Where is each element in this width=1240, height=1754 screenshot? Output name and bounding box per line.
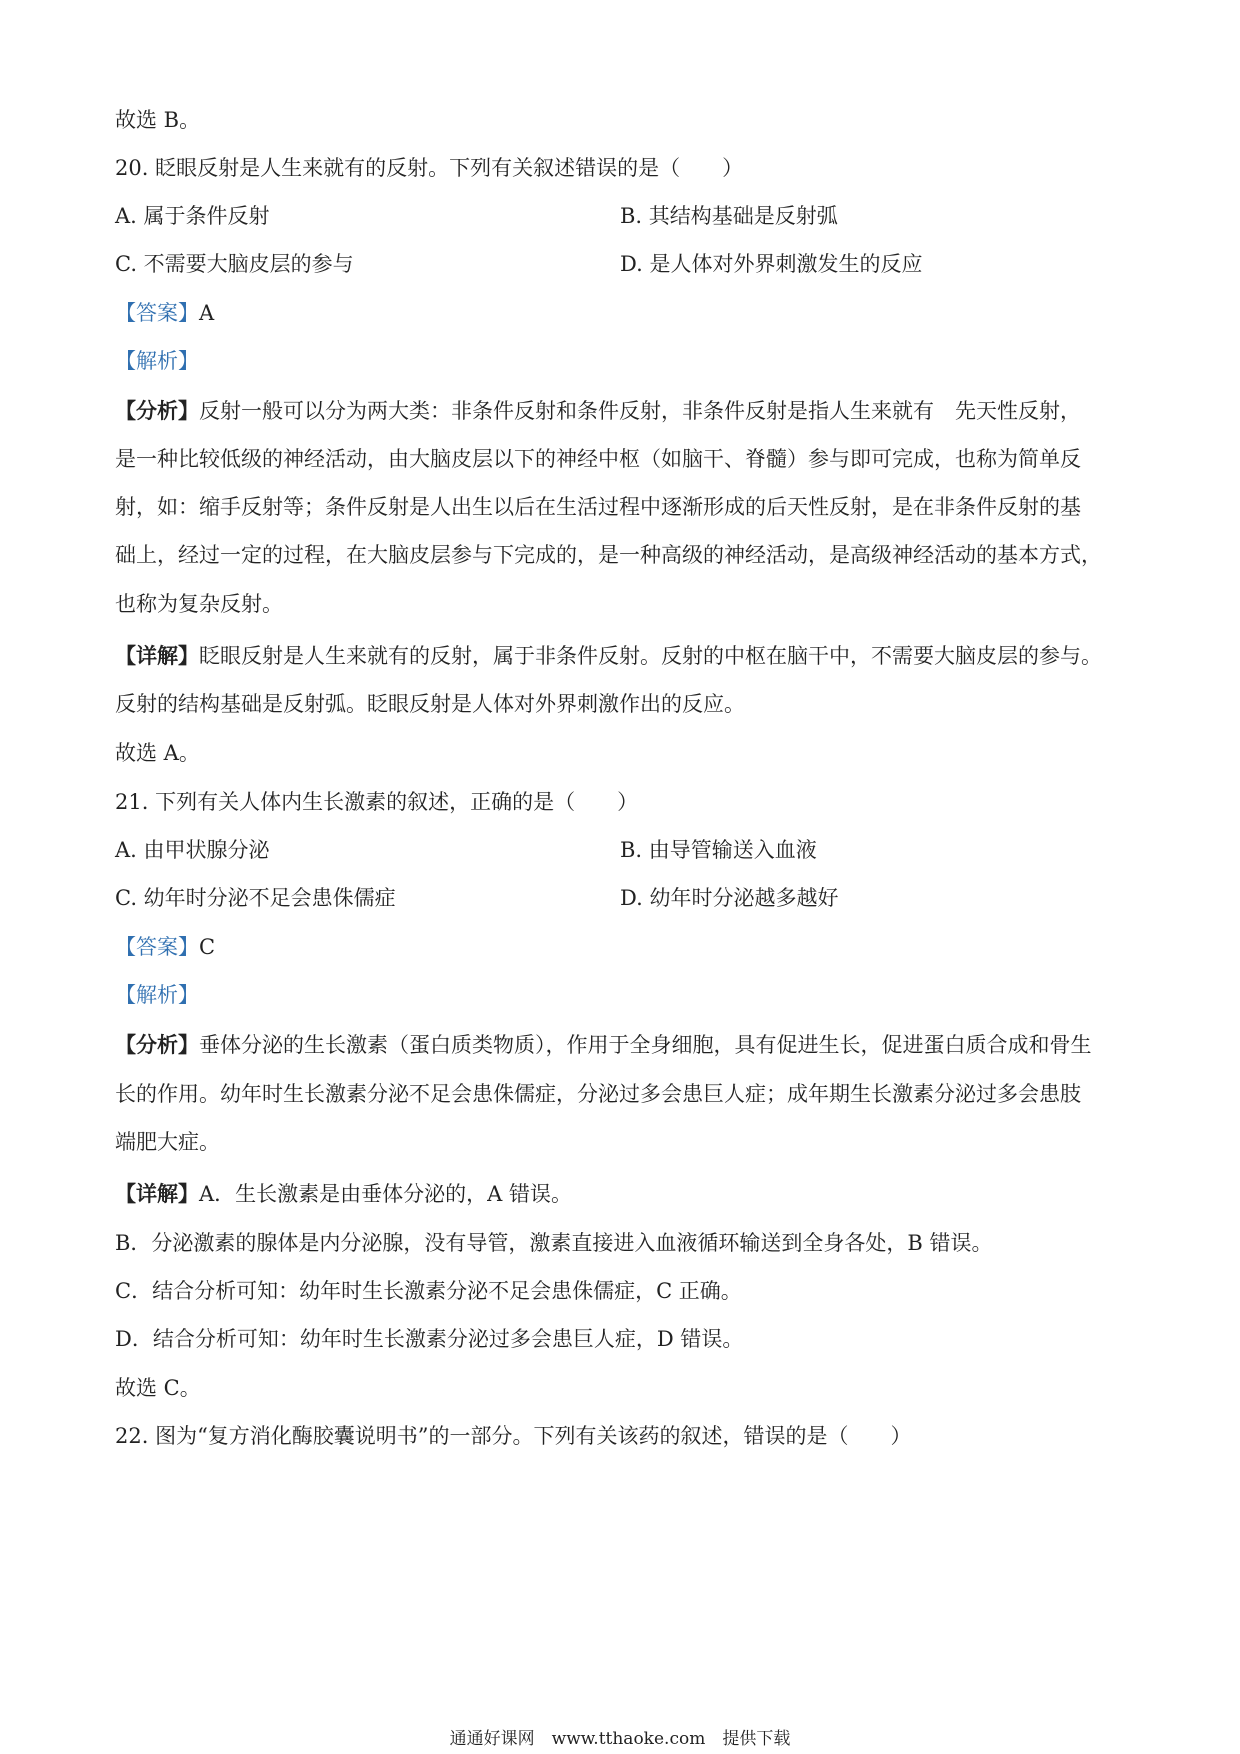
q22-stem: 22. 图为“复方消化酶胶囊说明书”的一部分。下列有关该药的叙述，错误的是（ ）: [115, 1424, 912, 1448]
q21-option-a: A. 由甲状腺分泌: [115, 838, 270, 862]
q20-option-b: B. 其结构基础是反射弧: [620, 204, 838, 228]
xiangjie-tag: 【详解】: [115, 643, 199, 668]
q21-stem: 21. 下列有关人体内生长激素的叙述，正确的是（ ）: [115, 790, 639, 814]
answer-tag: 【答案】: [115, 935, 199, 959]
q20-conclusion: 故选 A。: [115, 741, 200, 765]
q20-analysis-tag: 【解析】: [115, 349, 199, 373]
q21-option-c: C. 幼年时分泌不足会患侏儒症: [115, 886, 396, 910]
xiangjie-tag: 【详解】: [115, 1181, 199, 1206]
q20-xiangjie-line: 反射的结构基础是反射弧。眨眼反射是人体对外界刺激作出的反应。: [115, 692, 745, 716]
answer-value: C: [199, 935, 216, 959]
q20-option-d: D. 是人体对外界刺激发生的反应: [620, 252, 923, 276]
q21-conclusion: 故选 C。: [115, 1376, 201, 1400]
q21-option-b: B. 由导管输送入血液: [620, 838, 817, 862]
q21-xiangjie-line: 【详解】A．生长激素是由垂体分泌的，A 错误。: [115, 1181, 573, 1206]
fenxi-tag: 【分析】: [115, 398, 199, 423]
q20-option-a: A. 属于条件反射: [115, 204, 270, 228]
q21-xiangjie-line: D．结合分析可知：幼年时生长激素分泌过多会患巨人症，D 错误。: [115, 1327, 744, 1351]
q21-analysis-tag: 【解析】: [115, 983, 199, 1007]
q21-xiangjie-line: B．分泌激素的腺体是内分泌腺，没有导管，激素直接进入血液循环输送到全身各处，B 错误。: [115, 1231, 993, 1255]
q20-fenxi-line: 【分析】反射一般可以分为两大类：非条件反射和条件反射，非条件反射是指人生来就有 先天性反射，: [115, 398, 1081, 423]
q21-fenxi-line: 【分析】垂体分泌的生长激素（蛋白质类物质），作用于全身细胞，具有促进生长，促进蛋白质合成和骨生: [115, 1032, 1092, 1057]
q20-fenxi-line: 是一种比较低级的神经活动，由大脑皮层以下的神经中枢（如脑干、脊髓）参与即可完成，也称为简单反: [115, 447, 1081, 471]
q21-answer: [115, 933, 215, 961]
fenxi-tag: 【分析】: [115, 1032, 199, 1057]
page-footer: 通通好课网 www.tthaoke.com 提供下载: [449, 1729, 791, 1749]
q20-xiangjie-line: 【详解】眨眼反射是人生来就有的反射，属于非条件反射。反射的中枢在脑干中，不需要大脑皮层的参与。: [115, 643, 1102, 668]
q20-answer: [115, 299, 214, 327]
q21-fenxi-line: 长的作用。幼年时生长激素分泌不足会患侏儒症，分泌过多会患巨人症；成年期生长激素分泌过多会患肢: [115, 1082, 1081, 1106]
q21-xiangjie-line: C．结合分析可知：幼年时生长激素分泌不足会患侏儒症，C 正确。: [115, 1279, 742, 1303]
q20-fenxi-line: 射，如：缩手反射等；条件反射是人出生以后在生活过程中逐渐形成的后天性反射，是在非条件反射的基: [115, 495, 1081, 519]
q21-fenxi-line: 端肥大症。: [115, 1130, 220, 1154]
q20-fenxi-line: 也称为复杂反射。: [115, 592, 283, 616]
q21-option-d: D. 幼年时分泌越多越好: [620, 886, 839, 910]
q20-option-c: C. 不需要大脑皮层的参与: [115, 252, 354, 276]
answer-tag: 【答案】: [115, 301, 199, 325]
q20-stem: 20. 眨眼反射是人生来就有的反射。下列有关叙述错误的是（ ）: [115, 156, 744, 180]
q20-fenxi-line: 础上，经过一定的过程，在大脑皮层参与下完成的，是一种高级的神经活动，是高级神经活动的基本方式，: [115, 543, 1102, 567]
q19-conclusion: 故选 B。: [115, 108, 201, 132]
answer-value: A: [199, 301, 215, 325]
